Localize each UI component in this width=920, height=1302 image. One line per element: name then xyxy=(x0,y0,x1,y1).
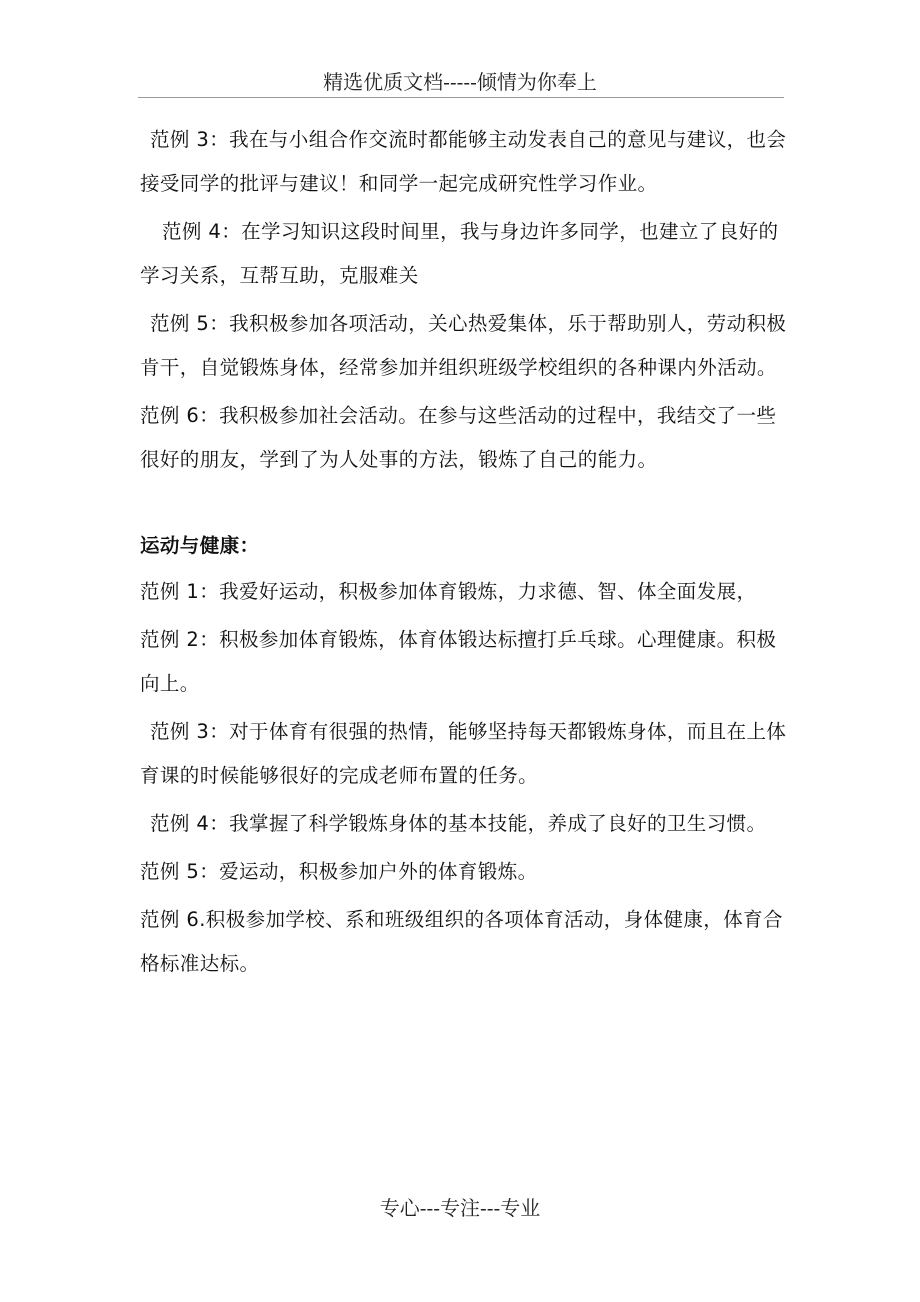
sports-example-3: 范例 3：对于体育有很强的热情，能够坚持每天都锻炼身体，而且在上体育课的时候能够很好的完成老师布置的任务。 xyxy=(140,720,787,787)
sports-example-5: 范例 5：爱运动，积极参加户外的体育锻炼。 xyxy=(140,860,538,883)
sports-example-1: 范例 1：我爱好运动，积极参加体育锻炼，力求德、智、体全面发展， xyxy=(140,580,757,603)
paragraph-example-5: 范例 5：我积极参加各项活动，关心热爱集体，乐于帮助别人，劳动积极肯干，自觉锻炼身体，经常参加并组织班级学校组织的各种课内外活动。 xyxy=(140,312,787,379)
sports-example-2: 范例 2：积极参加体育锻炼，体育体锻达标擅打乒乓球。心理健康。积极向上。 xyxy=(140,628,777,695)
paragraph-example-4: 范例 4：在学习知识这段时间里，我与身边许多同学，也建立了良好的学习关系，互帮互助，克服难关 xyxy=(140,220,779,287)
sports-example-4: 范例 4：我掌握了科学锻炼身体的基本技能，养成了良好的卫生习惯。 xyxy=(150,812,767,835)
header-divider xyxy=(138,97,784,98)
sports-example-6: 范例 6.积极参加学校、系和班级组织的各项体育活动，身体健康，体育合格标准达标。 xyxy=(140,908,783,975)
paragraph-example-6: 范例 6：我积极参加社会活动。在参与这些活动的过程中，我结交了一些很好的朋友，学到了为人处事的方法，锻炼了自己的能力。 xyxy=(140,404,777,471)
page-header: 精选优质文档-----倾情为你奉上 xyxy=(323,70,597,94)
page-footer: 专心---专注---专业 xyxy=(379,1196,541,1220)
section-heading-sports-health: 运动与健康： xyxy=(140,534,260,557)
document-body xyxy=(140,118,790,990)
section-spacer xyxy=(140,486,790,524)
paragraph-example-3: 范例 3：我在与小组合作交流时都能够主动发表自己的意见与建议，也会接受同学的批评与建议！和同学一起完成研究性学习作业。 xyxy=(140,128,787,195)
